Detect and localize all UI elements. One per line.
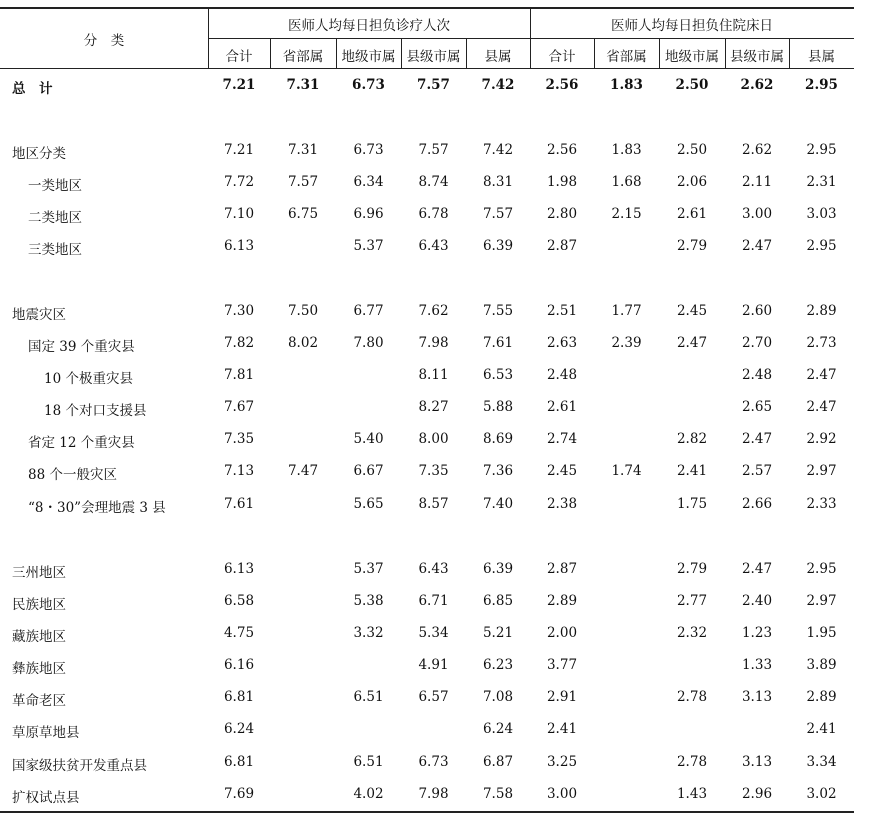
table-cell: 5.65 — [353, 496, 384, 512]
table-cell: 4.75 — [223, 625, 255, 641]
table-cell: 5.37 — [353, 238, 384, 254]
row-label: 地区分类 — [12, 146, 66, 162]
row-label: 一类地区 — [28, 178, 82, 194]
table-cell: 2.91 — [546, 689, 578, 705]
table-cell: 7.55 — [482, 303, 514, 319]
row-label: 国家级扶贫开发重点县 — [12, 758, 147, 774]
column-header: 县级市属 — [730, 49, 784, 65]
table-cell: 6.77 — [353, 303, 384, 319]
column-divider — [401, 39, 402, 68]
header-category: 分 类 — [83, 33, 125, 49]
table-cell: 1.23 — [741, 625, 773, 641]
table-cell: 6.57 — [418, 689, 449, 705]
table-cell: 4.02 — [353, 786, 384, 802]
table-cell: 7.98 — [418, 335, 449, 351]
table-cell: 2.15 — [611, 206, 642, 222]
table-cell: 2.77 — [676, 593, 708, 609]
table-cell: 2.61 — [546, 399, 578, 415]
table-cell: 7.40 — [482, 496, 514, 512]
table-cell: 5.38 — [353, 593, 384, 609]
table-cell: 2.47 — [806, 367, 837, 383]
table-cell: 7.08 — [482, 689, 514, 705]
table-cell: 1.68 — [611, 174, 642, 190]
table-cell: 2.41 — [806, 721, 837, 737]
row-label: 三州地区 — [12, 565, 66, 581]
table-cell: 2.38 — [546, 496, 578, 512]
row-label: 革命老区 — [12, 693, 66, 709]
table-cell: 3.34 — [806, 754, 837, 770]
table-cell: 7.58 — [482, 786, 514, 802]
table-cell: 2.70 — [741, 335, 773, 351]
table-cell: 2.47 — [676, 335, 708, 351]
table-cell: 2.45 — [546, 463, 578, 479]
row-label: 三类地区 — [28, 242, 82, 258]
table-cell: 7.35 — [223, 431, 255, 447]
row-label: 国定 39 个重灾县 — [28, 339, 135, 355]
table-cell: 3.02 — [806, 786, 837, 802]
table-cell: 1.75 — [676, 496, 708, 512]
table-cell: 2.95 — [806, 238, 837, 254]
table-cell: 2.50 — [676, 142, 708, 158]
bottom-rule — [0, 811, 854, 813]
table-cell: 7.47 — [287, 463, 319, 479]
table-cell: 7.42 — [482, 142, 514, 158]
column-divider — [270, 39, 271, 68]
column-header: 县属 — [808, 49, 835, 65]
table-cell: 2.32 — [676, 625, 708, 641]
table-cell: 6.73 — [418, 754, 449, 770]
table-cell: 2.62 — [741, 142, 773, 158]
table-cell: 1.83 — [610, 77, 643, 93]
column-header: 合计 — [548, 49, 576, 65]
column-divider — [789, 39, 790, 68]
row-label: 藏族地区 — [12, 629, 66, 645]
table-cell: 6.51 — [353, 689, 384, 705]
table-cell: 7.35 — [418, 463, 449, 479]
table-cell: 1.33 — [741, 657, 773, 673]
table-cell: 5.34 — [418, 625, 449, 641]
table-cell: 2.47 — [741, 561, 773, 577]
table-cell: 5.37 — [353, 561, 384, 577]
table-cell: 2.31 — [806, 174, 837, 190]
column-divider — [659, 39, 660, 68]
table-cell: 2.00 — [546, 625, 578, 641]
column-header: 地级市属 — [665, 49, 719, 65]
table-cell: 5.21 — [482, 625, 514, 641]
table-cell: 1.43 — [676, 786, 708, 802]
table-cell: 7.57 — [417, 77, 450, 93]
table-cell: 7.10 — [223, 206, 255, 222]
table-cell: 2.65 — [741, 399, 773, 415]
row-label: 10 个极重灾县 — [44, 371, 133, 387]
column-header: 县属 — [484, 49, 512, 65]
table-cell: 2.11 — [741, 174, 773, 190]
row-label: “8・30”会理地震 3 县 — [28, 500, 166, 516]
header-bottom-rule — [0, 68, 854, 69]
column-header: 省部属 — [282, 49, 324, 65]
table-cell: 3.00 — [546, 786, 578, 802]
table-cell: 2.33 — [806, 496, 837, 512]
table-cell: 2.47 — [741, 431, 773, 447]
table-cell: 2.47 — [806, 399, 837, 415]
table-cell: 7.42 — [481, 77, 515, 93]
row-label: 省定 12 个重灾县 — [28, 435, 135, 451]
column-header: 省部属 — [606, 49, 647, 65]
column-header: 地级市属 — [341, 49, 396, 65]
table-cell: 6.53 — [482, 367, 514, 383]
table-cell: 7.61 — [223, 496, 255, 512]
table-cell: 2.60 — [741, 303, 773, 319]
table-cell: 2.61 — [676, 206, 708, 222]
table-cell: 7.69 — [223, 786, 255, 802]
table-cell: 2.80 — [546, 206, 578, 222]
table-cell: 2.95 — [806, 142, 837, 158]
table-cell: 2.06 — [676, 174, 708, 190]
table-cell: 2.47 — [741, 238, 773, 254]
table-cell: 6.24 — [223, 721, 255, 737]
table-cell: 6.73 — [352, 77, 385, 93]
table-cell: 1.95 — [806, 625, 837, 641]
table-cell: 6.43 — [418, 561, 449, 577]
row-label: 草原草地县 — [12, 725, 80, 741]
table-cell: 1.74 — [611, 463, 642, 479]
table-cell: 6.39 — [482, 561, 514, 577]
table-cell: 6.75 — [287, 206, 319, 222]
table-cell: 5.88 — [482, 399, 514, 415]
table-cell: 2.41 — [676, 463, 708, 479]
table-cell: 8.74 — [418, 174, 449, 190]
row-label: 二类地区 — [28, 210, 82, 226]
table-cell: 6.39 — [482, 238, 514, 254]
table-cell: 2.97 — [806, 463, 837, 479]
table-cell: 8.69 — [482, 431, 514, 447]
table-cell: 6.96 — [353, 206, 384, 222]
table-cell: 2.45 — [676, 303, 708, 319]
table-cell: 3.77 — [546, 657, 578, 673]
table-cell: 7.82 — [223, 335, 255, 351]
table-cell: 7.62 — [418, 303, 449, 319]
table-cell: 6.73 — [353, 142, 384, 158]
table-cell: 2.62 — [740, 77, 774, 93]
header-group-visits: 医师人均每日担负诊疗人次 — [288, 18, 450, 34]
table-cell: 7.72 — [223, 174, 255, 190]
table-cell: 2.56 — [545, 77, 579, 93]
table-cell: 2.66 — [741, 496, 773, 512]
column-header: 县级市属 — [406, 49, 461, 65]
table-cell: 8.31 — [482, 174, 514, 190]
table-cell: 4.91 — [418, 657, 449, 673]
table-cell: 2.74 — [546, 431, 578, 447]
column-divider — [466, 39, 467, 68]
row-label: 民族地区 — [12, 597, 66, 613]
table-cell: 2.78 — [676, 689, 708, 705]
column-divider — [725, 39, 726, 68]
table-cell: 3.00 — [741, 206, 773, 222]
table-cell: 6.81 — [223, 689, 255, 705]
table-cell: 7.13 — [223, 463, 255, 479]
table-cell: 2.79 — [676, 238, 708, 254]
table-cell: 8.11 — [418, 367, 449, 383]
table-cell: 5.40 — [353, 431, 384, 447]
table-cell: 3.13 — [741, 754, 773, 770]
table-cell: 6.43 — [418, 238, 449, 254]
table-cell: 2.48 — [741, 367, 773, 383]
table-cell: 2.51 — [546, 303, 578, 319]
table-cell: 7.61 — [482, 335, 514, 351]
table-cell: 1.83 — [611, 142, 642, 158]
table-cell: 7.36 — [482, 463, 514, 479]
table-cell: 6.16 — [223, 657, 255, 673]
table-cell: 6.34 — [353, 174, 384, 190]
table-cell: 6.51 — [353, 754, 384, 770]
table-cell: 3.32 — [353, 625, 384, 641]
table-cell: 2.41 — [546, 721, 578, 737]
table-cell: 7.31 — [286, 77, 320, 93]
table-cell: 2.97 — [806, 593, 837, 609]
table-cell: 6.58 — [223, 593, 255, 609]
table-cell: 2.78 — [676, 754, 708, 770]
table-cell: 6.23 — [482, 657, 514, 673]
table-cell: 1.77 — [611, 303, 642, 319]
row-label: 88 个一般灾区 — [28, 467, 117, 483]
group-header-rule — [208, 38, 854, 39]
table-cell: 7.67 — [223, 399, 255, 415]
table-cell: 2.40 — [741, 593, 773, 609]
table-cell: 8.57 — [418, 496, 449, 512]
table-cell: 7.98 — [418, 786, 449, 802]
table-cell: 7.81 — [223, 367, 255, 383]
table-cell: 7.57 — [287, 174, 319, 190]
table-cell: 2.82 — [676, 431, 708, 447]
table-cell: 1.98 — [546, 174, 578, 190]
column-header: 合计 — [225, 49, 253, 65]
table-cell: 2.39 — [611, 335, 642, 351]
table-cell: 7.30 — [223, 303, 255, 319]
table-cell: 2.63 — [546, 335, 578, 351]
table-cell: 7.21 — [223, 142, 255, 158]
table-cell: 2.87 — [546, 238, 578, 254]
row-label: 彝族地区 — [12, 661, 66, 677]
table-cell: 7.57 — [418, 142, 449, 158]
table-cell: 6.85 — [482, 593, 514, 609]
table-cell: 7.31 — [287, 142, 319, 158]
header-group-beds: 医师人均每日担负住院床日 — [611, 18, 773, 34]
table-cell: 2.56 — [546, 142, 578, 158]
table-cell: 2.95 — [806, 561, 837, 577]
table-cell: 6.13 — [223, 561, 255, 577]
table-cell: 7.57 — [482, 206, 514, 222]
row-label: 地震灾区 — [12, 307, 66, 323]
table-cell: 3.25 — [546, 754, 578, 770]
table-cell: 2.48 — [546, 367, 578, 383]
table-cell: 7.80 — [353, 335, 384, 351]
table-cell: 7.21 — [222, 77, 256, 93]
table-cell: 3.03 — [806, 206, 837, 222]
table-cell: 2.92 — [806, 431, 837, 447]
table-cell: 2.73 — [806, 335, 837, 351]
table-cell: 2.79 — [676, 561, 708, 577]
table-cell: 2.95 — [805, 77, 838, 93]
row-label: 18 个对口支援县 — [44, 403, 147, 419]
table-cell: 8.27 — [418, 399, 449, 415]
column-divider — [336, 39, 337, 68]
table-cell: 6.87 — [482, 754, 514, 770]
table-cell: 2.50 — [675, 77, 709, 93]
table-cell: 3.13 — [741, 689, 773, 705]
table-cell: 6.71 — [418, 593, 449, 609]
table-cell: 8.02 — [287, 335, 319, 351]
table-cell: 2.89 — [806, 303, 837, 319]
table-cell: 6.78 — [418, 206, 449, 222]
top-rule — [0, 7, 854, 9]
column-divider — [594, 39, 595, 68]
table-cell: 7.50 — [287, 303, 319, 319]
table-cell: 6.67 — [353, 463, 384, 479]
table-cell: 2.89 — [806, 689, 837, 705]
table-cell: 6.81 — [223, 754, 255, 770]
table-cell: 2.96 — [741, 786, 773, 802]
row-label: 扩权试点县 — [12, 790, 80, 806]
table-cell: 3.89 — [806, 657, 837, 673]
row-label: 总 计 — [12, 81, 53, 97]
table-cell: 6.24 — [482, 721, 514, 737]
table-cell: 2.57 — [741, 463, 773, 479]
table-cell: 2.89 — [546, 593, 578, 609]
table-cell: 6.13 — [223, 238, 255, 254]
table-cell: 2.87 — [546, 561, 578, 577]
table-cell: 8.00 — [418, 431, 449, 447]
